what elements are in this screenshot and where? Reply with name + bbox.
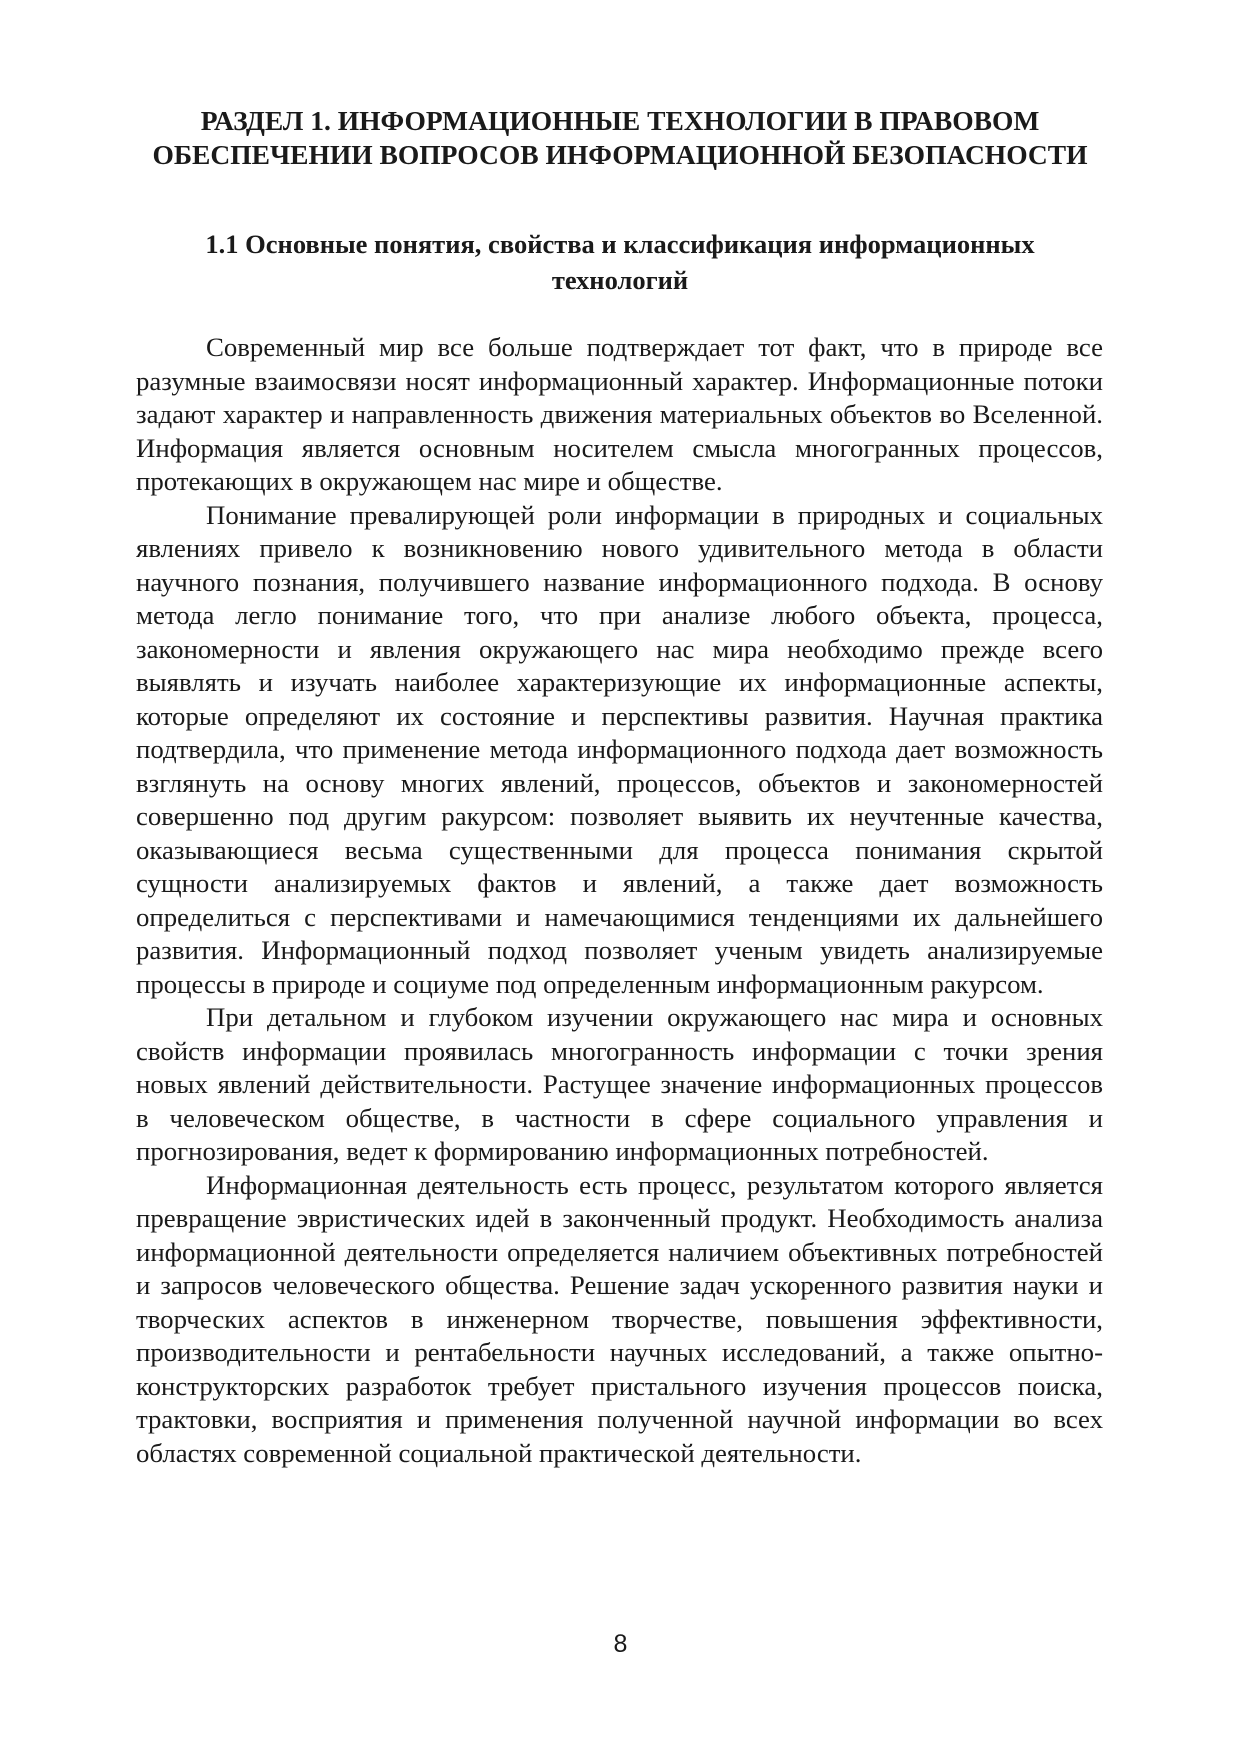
paragraph: При детальном и глубоком изучении окружающего нас мира и основных свойств информации проявилась многогранность информации с точки зрения новых явлений действительности. Растущее значение информационных процессов в человеческом обществе, в частности в сфере социального управления и прогнозирования, ведет к формированию информационных потребностей.: [136, 1002, 1103, 1166]
paragraph: Информационная деятельность есть процесс, результатом которого является превращение эвристических идей в законченный продукт. Необходимость анализа информационной деятельности определяется наличием объективных потребностей и запросов человеческого общества. Решение задач ускоренного развития науки и творческих аспектов в инженерном творчестве, повышения эффективности, производительности и рентабельности научных исследований, а также опытно-конструкторских разработок требует пристального изучения процессов поиска, трактовки, восприятия и применения полученной научной информации во всех областях современной социальной практической деятельности.: [136, 1169, 1103, 1468]
paragraph: Современный мир все больше подтверждает тот факт, что в природе все разумные взаимосвязи носят информационный характер. Информационные потоки задают характер и направленность движения материальных объектов во Вселенной. Информация является основным носителем смысла многогранных процессов, протекающих в окружающем нас мире и обществе.: [136, 332, 1103, 496]
section-title: РАЗДЕЛ 1. ИНФОРМАЦИОННЫЕ ТЕХНОЛОГИИ В ПРАВОВОМ ОБЕСПЕЧЕНИИ ВОПРОСОВ ИНФОРМАЦИОННОЙ БЕЗОПАСНОСТИ: [152, 105, 1088, 170]
page-number: 8: [613, 1630, 628, 1658]
paragraph: Понимание превалирующей роли информации в природных и социальных явлениях привело к возникновению нового удивительного метода в области научного познания, получившего название информационного подхода. В основу метода легло понимание того, что при анализе любого объекта, процесса, закономерности и явления окружающего нас мира необходимо прежде всего выявлять и изучать наиболее характеризующие их информационные аспекты, которые определяют их состояние и перспективы развития. Научная практика подтвердила, что применение метода информационного подхода дает возможность взглянуть на основу многих явлений, процессов, объектов и закономерностей совершенно под другим ракурсом: позволяет выявить их неучтенные качества, оказывающиеся весьма существенными для процесса понимания скрытой сущности анализируемых фактов и явлений, а также дает возможность определиться с перспективами и намечающимися тенденциями их дальнейшего развития. Информационный подход позволяет ученым увидеть анализируемые процессы в природе и социуме под определенным информационным ракурсом.: [136, 499, 1103, 999]
subsection-title: 1.1 Основные понятия, свойства и классификация информационных технологий: [205, 229, 1035, 295]
body-text: [136, 331, 1103, 1470]
